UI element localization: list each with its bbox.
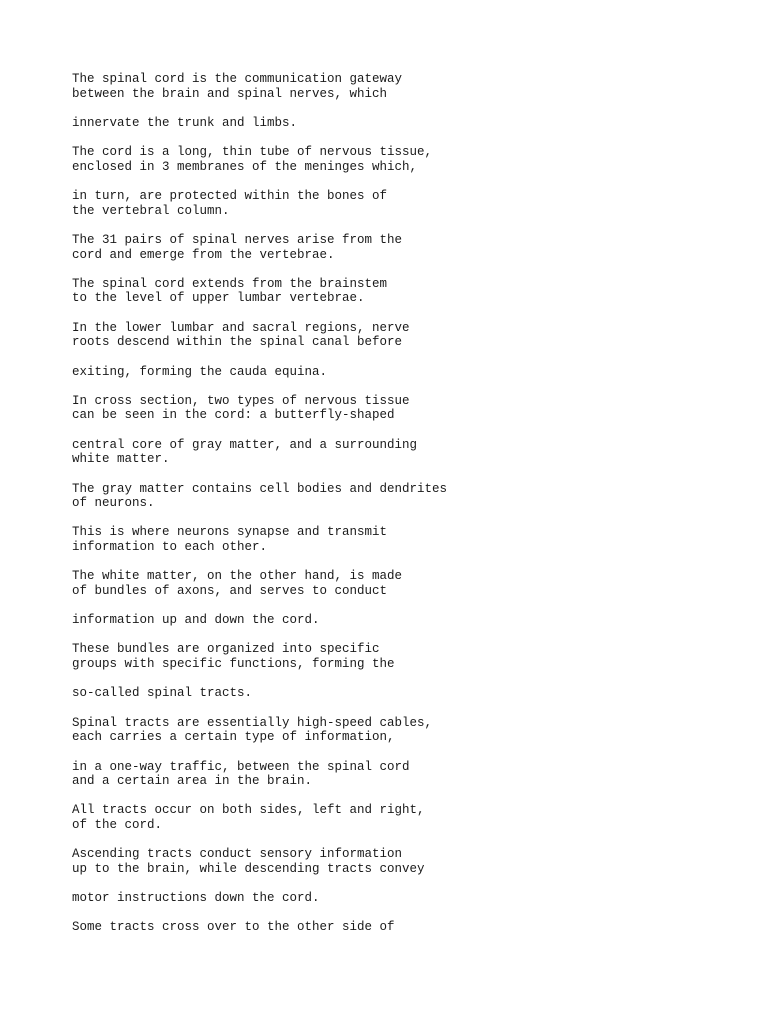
paragraph: [72, 847, 732, 876]
text-line: can be seen in the cord: a butterfly-shaped: [72, 408, 395, 423]
text-line: The gray matter contains cell bodies and dendrites: [72, 481, 448, 496]
text-line: All tracts occur on both sides, left and right,: [72, 803, 425, 818]
text-line: white matter.: [72, 452, 170, 467]
paragraph: [72, 394, 732, 423]
text-line: of neurons.: [72, 496, 155, 511]
text-line: Some tracts cross over to the other side of: [72, 920, 395, 935]
text-line: between the brain and spinal nerves, which: [72, 86, 388, 101]
text-line: the vertebral column.: [72, 203, 230, 218]
text-line: innervate the trunk and limbs.: [72, 115, 298, 130]
text-line: groups with specific functions, forming the: [72, 657, 395, 672]
paragraph: [72, 569, 732, 598]
paragraph: [72, 482, 732, 511]
text-line: These bundles are organized into specific: [72, 642, 380, 657]
text-line: information up and down the cord.: [72, 613, 320, 628]
paragraph: [72, 233, 732, 262]
text-line: exiting, forming the cauda equina.: [72, 364, 328, 379]
text-line: The 31 pairs of spinal nerves arise from the: [72, 232, 403, 247]
text-line: The white matter, on the other hand, is made: [72, 569, 403, 584]
paragraph: [72, 145, 732, 174]
paragraph: [72, 277, 732, 306]
paragraph: [72, 920, 732, 935]
paragraph: [72, 116, 732, 131]
text-line: Ascending tracts conduct sensory information: [72, 847, 403, 862]
paragraph: [72, 438, 732, 467]
text-line: and a certain area in the brain.: [72, 774, 313, 789]
text-line: The spinal cord is the communication gateway: [72, 72, 403, 86]
paragraph: [72, 642, 732, 671]
text-line: This is where neurons synapse and transmit: [72, 525, 388, 540]
text-line: in turn, are protected within the bones of: [72, 189, 388, 204]
paragraph: [72, 613, 732, 628]
text-line: cord and emerge from the vertebrae.: [72, 247, 335, 262]
text-line: The spinal cord extends from the brainstem: [72, 276, 388, 291]
paragraph: [72, 716, 732, 745]
paragraph: [72, 803, 732, 832]
paragraph: [72, 365, 732, 380]
text-line: The cord is a long, thin tube of nervous tissue,: [72, 145, 433, 160]
paragraph: [72, 891, 732, 906]
text-line: Spinal tracts are essentially high-speed cables,: [72, 715, 433, 730]
paragraph: [72, 189, 732, 218]
text-line: roots descend within the spinal canal before: [72, 335, 403, 350]
paragraph: [72, 321, 732, 350]
paragraph: [72, 525, 732, 554]
text-line: of the cord.: [72, 817, 163, 832]
paragraph: [72, 72, 732, 101]
text-line: In the lower lumbar and sacral regions, nerve: [72, 320, 410, 335]
text-line: information to each other.: [72, 540, 268, 555]
text-line: enclosed in 3 membranes of the meninges which,: [72, 159, 418, 174]
text-line: central core of gray matter, and a surrounding: [72, 437, 418, 452]
text-line: up to the brain, while descending tracts convey: [72, 861, 425, 876]
text-line: in a one-way traffic, between the spinal cord: [72, 759, 410, 774]
text-line: each carries a certain type of information,: [72, 730, 395, 745]
text-line: so-called spinal tracts.: [72, 686, 253, 701]
paragraph: [72, 686, 732, 701]
text-line: In cross section, two types of nervous tissue: [72, 393, 410, 408]
text-line: to the level of upper lumbar vertebrae.: [72, 291, 365, 306]
paragraph: [72, 760, 732, 789]
document-body: [72, 72, 732, 950]
text-line: of bundles of axons, and serves to conduct: [72, 583, 388, 598]
text-line: motor instructions down the cord.: [72, 891, 320, 906]
